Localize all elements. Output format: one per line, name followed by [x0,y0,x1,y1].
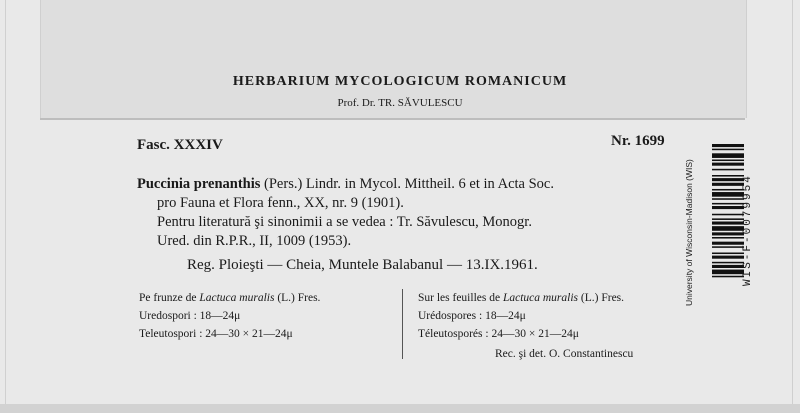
barcode-bar [712,226,744,231]
fascicle-label: Fasc. XXXIV [137,137,223,153]
herbarium-subtitle: Prof. Dr. TR. SĂVULESCU [337,97,463,109]
teleuto-ro: Teleutospori : 24—30 × 21—24μ [139,328,293,340]
host-author-ro: (L.) Fres. [274,292,321,304]
collector-line: Rec. şi det. O. Constantinescu [495,348,634,360]
barcode-bar [712,153,744,158]
barcode-bar [712,198,744,200]
barcode-bar [712,183,744,186]
host-author-fr: (L.) Fres. [578,292,625,304]
species-name: Puccinia prenanthis [137,176,261,192]
barcode-id: WIS-F-0079954 [742,174,754,286]
barcode-bar [712,175,744,177]
right-edge-line [792,0,793,413]
barcode-bar [712,276,744,278]
host-name-ro: Lactuca muralis [199,292,275,304]
barcode-bar [712,242,744,245]
barcode-bar [712,222,744,225]
specimen-number: Nr. 1699 [611,133,665,149]
bottom-strip [0,404,800,413]
host-line-fr [418,289,624,307]
uredo-fr: Urédospores : 18—24μ [418,310,526,322]
host-info-french [418,289,624,343]
species-block [137,175,682,251]
barcode-institution: University of Wisconsin-Madison (WIS) [684,159,694,307]
herbarium-title: HERBARIUM MYCOLOGICUM ROMANICUM [232,74,568,89]
host-prefix-fr: Sur les feuilles de [418,292,503,304]
locality: Reg. Ploieşti — Cheia, Muntele Balabanul — 13.IX.1961. [187,257,538,273]
barcode-bar [712,149,744,151]
barcode-bar [712,160,744,162]
barcode-bar [712,144,744,147]
host-prefix-ro: Pe frunze de [139,292,200,304]
host-line-ro [139,289,320,307]
species-citation: (Pers.) Lindr. in Mycol. Mittheil. 6 et in Acta Soc. [260,176,554,192]
barcode-bar [712,256,744,259]
barcode-bar [712,270,744,275]
barcode-bar [712,214,744,216]
barcode-bar [712,206,744,209]
barcode-bar [712,189,744,191]
barcode-bar [712,218,744,220]
uredo-ro: Uredospori : 18—24μ [139,310,241,322]
left-edge-line [5,0,6,413]
barcode-bar [712,265,744,268]
barcode-bar [712,192,744,197]
barcode-bar [712,232,744,235]
barcode-bar [712,163,744,166]
barcode-bar [712,169,744,171]
column-divider [402,289,403,359]
barcode-bar [712,178,744,181]
barcode-bar [712,253,744,255]
barcode-bar [712,262,744,264]
barcode-bar [712,246,744,248]
host-info-romanian [139,289,320,343]
host-name-fr: Lactuca muralis [502,292,579,304]
barcode-bar [712,237,744,239]
species-line-3: Pentru literatură şi sinonimii a se vedea : Tr. Săvulescu, Monogr. [157,214,532,230]
species-line-1 [137,175,682,194]
barcode-bar [712,203,744,205]
species-line-4: Ured. din R.P.R., II, 1009 (1953). [157,233,352,249]
envelope-flap-edge [40,118,745,120]
species-line-2: pro Fauna et Flora fenn., XX, nr. 9 (1901). [157,195,404,211]
teleuto-fr: Téleutosporés : 24—30 × 21—24μ [418,328,579,340]
